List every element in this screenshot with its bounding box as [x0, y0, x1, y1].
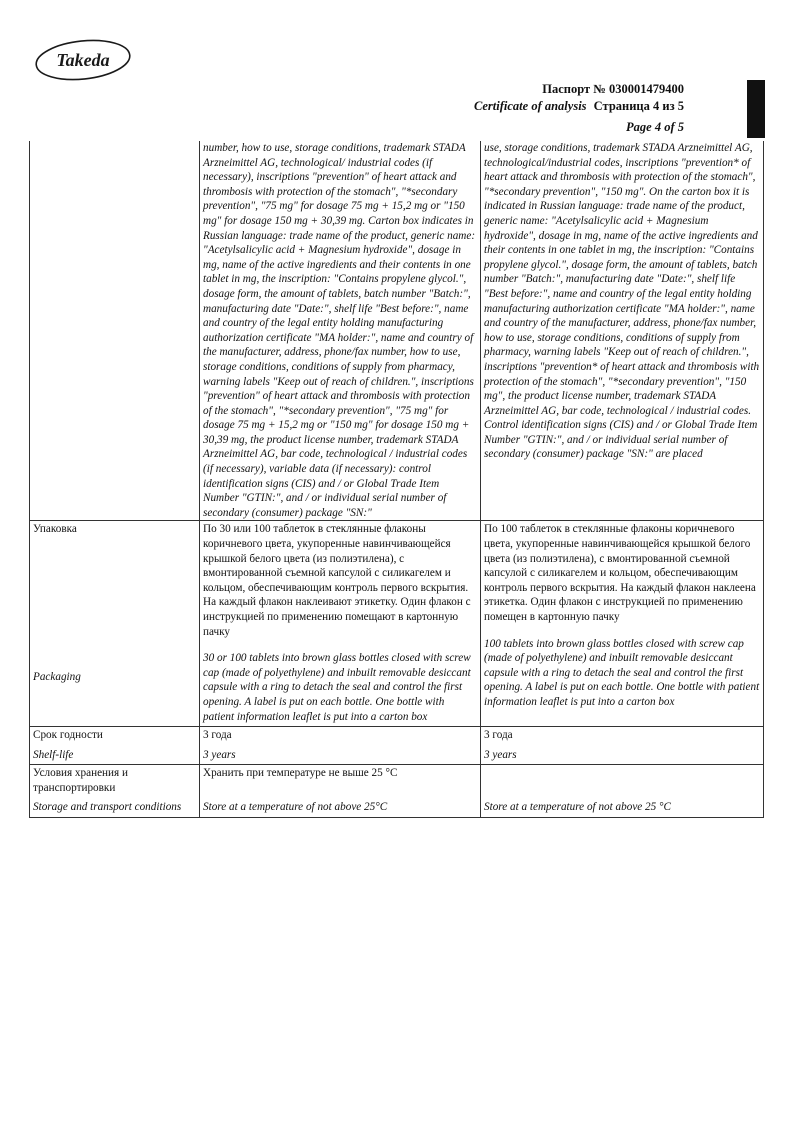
certificate-title-en: Certificate of analysis	[474, 99, 587, 113]
passport-number: 030001479400	[609, 82, 684, 96]
shelf-life-col3-ru: 3 года	[484, 729, 513, 742]
packaging-label-ru: Упаковка	[33, 523, 77, 536]
storage-col3	[481, 765, 764, 817]
passport-label: Паспорт №	[542, 82, 606, 96]
storage-label-cell	[30, 765, 200, 817]
continuation-col3: use, storage conditions, trademark STADA Arzneimittel AG, technological/industrial codes, inscriptions "prevention* of heart attack and thrombosis with protection of the stomach", "*secondary prevention", "150 mg". On the carton box it is indicated in Russian language: trade name of the product, generic name: "Acetylsalicylic acid + Magnesium hydroxide", dosage in mg, name of the active ingredients and their contents in one tablet in mg, the inscription: "Contains propylene glycol.", dosage form, the amount of tablets, batch number "Batch:", manufacturing date "Date:", shelf life "Best before:", name and country of the legal entity holding manufacturing authorization certificate "MA holder:", name and country of the manufacturer, address, phone/fax number, how to use, storage conditions, conditions of supply from pharmacy, warning labels "Keep out of reach of children.", inscriptions "prevention* of heart attack and thrombosis with protection of the stomach", "*secondary prevention", "150 mg", the product license number, trademark STADA Arzneimittel AG, bar code, technological / industrial codes. Control identification signs (CIS) and / or Global Trade Item Number "GTIN:", and / or individual serial number of secondary (consumer) package "SN:" are placed	[481, 141, 764, 521]
shelf-life-col2-en: 3 years	[203, 748, 236, 761]
packaging-label-en: Packaging	[33, 671, 81, 684]
table-row-shelf-life	[30, 727, 764, 765]
storage-col3-ru	[484, 766, 760, 781]
storage-col2	[200, 765, 481, 817]
shelf-life-label-ru: Срок годности	[33, 729, 103, 742]
shelf-life-col3-en: 3 years	[484, 748, 517, 761]
shelf-life-label-en: Shelf-life	[33, 748, 74, 761]
packaging-col2-en: 30 or 100 tablets into brown glass bottles closed with screw cap (made of polyethylene) and inbuilt removable desiccant capsule with a ring to detach the seal and control the first opening. A label is put on each bottle. One bottle with patient information leaflet is put into a carton box	[203, 652, 471, 723]
packaging-col3-ru: По 100 таблеток в стеклянные флаконы коричневого цвета, укупоренные навинчивающейся крышкой белого цвета (из полиэтилена), с вмонтированной съемной капсулой с силикагелем и кольцом, обеспечивающим контроль первого вскрытия. На каждый флакон наклеена этикетка. Один флакон с инструкцией по применению помещен в картонную пачку	[484, 523, 756, 623]
logo-text: Takeda	[56, 50, 110, 70]
packaging-label-cell	[30, 521, 200, 727]
packaging-col3-en: 100 tablets into brown glass bottles closed with screw cap (made of polyethylene) and inbuilt removable desiccant capsule with a ring to detach the seal and control the first opening. A label is put on each bottle. One bottle with patient information leaflet is put into a carton box	[484, 637, 760, 708]
storage-col2-ru: Хранить при температуре не выше 25 °С	[203, 767, 398, 780]
table-row-storage	[30, 765, 764, 817]
shelf-life-col2	[200, 727, 481, 765]
specification-table	[29, 141, 764, 818]
storage-col2-en: Store at a temperature of not above 25°C	[203, 800, 388, 813]
takeda-logo	[33, 38, 133, 82]
storage-label-ru: Условия хранения и транспортировки	[33, 767, 128, 794]
passport-line	[542, 82, 684, 97]
continuation-col2: number, how to use, storage conditions, trademark STADA Arzneimittel AG, technological/ industrial codes (if necessary), inscriptions "prevention" of heart attack and thrombosis with protection of the stomach", "*secondary prevention", "75 mg" for dosage 75 mg + 15,2 mg or "150 mg" for dosage 150 mg + 30,39 mg. Carton box indicates in Russian language: trade name of the product, generic name: "Acetylsalicylic acid + Magnesium hydroxide", dosage in mg, name of the active ingredients and their contents in one tablet in mg, the inscription: "Contains propylene glycol.", dosage form, the amount of tablets, batch number "Batch:", manufacturing date "Date:", shelf life "Best before:", name and country of the legal entity holding manufacturing authorization certificate "MA holder:", name and country of the manufacturer, address, phone/fax number, how to use, storage conditions, conditions of supply from pharmacy, warning labels "Keep out of reach of children.", inscriptions "prevention" of heart attack and thrombosis with protection of the stomach", "*secondary prevention", "75 mg" for dosage 75 mg + 15,2 mg or "150 mg" for dosage 150 mg + 30,39 mg, the product license number, trademark STADA Arzneimittel AG, bar code, technological / industrial codes (if necessary), variable data (if necessary): control identification signs (CIS) and / or Global Trade Item Number "GTIN:", and / or individual serial number of secondary (consumer) package "SN:"	[200, 141, 481, 521]
packaging-col3	[481, 521, 764, 727]
packaging-col2-ru: По 30 или 100 таблеток в стеклянные флаконы коричневого цвета, укупоренные навинчивающейся крышкой белого цвета (из полиэтилена), с вмонтированной съемной капсулой с силикагелем и кольцом, обеспечивающим контроль первого вскрытия. На каждый флакон наклеивают этикетку. Один флакон с инструкцией по применению помещают в картонную пачку	[203, 523, 471, 638]
certificate-line	[474, 99, 684, 114]
table-row-packaging	[30, 521, 764, 727]
page-number-ru: Страница 4 из 5	[593, 99, 684, 113]
table-row-continuation	[30, 141, 764, 521]
shelf-life-col2-ru: 3 года	[203, 729, 232, 742]
packaging-col2	[200, 521, 481, 727]
page-number-en: Page 4 of 5	[626, 120, 684, 134]
page-edge-marker	[747, 80, 765, 138]
storage-label-en: Storage and transport conditions	[33, 800, 182, 813]
shelf-life-label-cell	[30, 727, 200, 765]
shelf-life-col3	[481, 727, 764, 765]
storage-col3-en: Store at a temperature of not above 25 °C	[484, 800, 671, 813]
takeda-logo-mark	[33, 38, 133, 82]
label-cell-empty	[30, 141, 200, 521]
